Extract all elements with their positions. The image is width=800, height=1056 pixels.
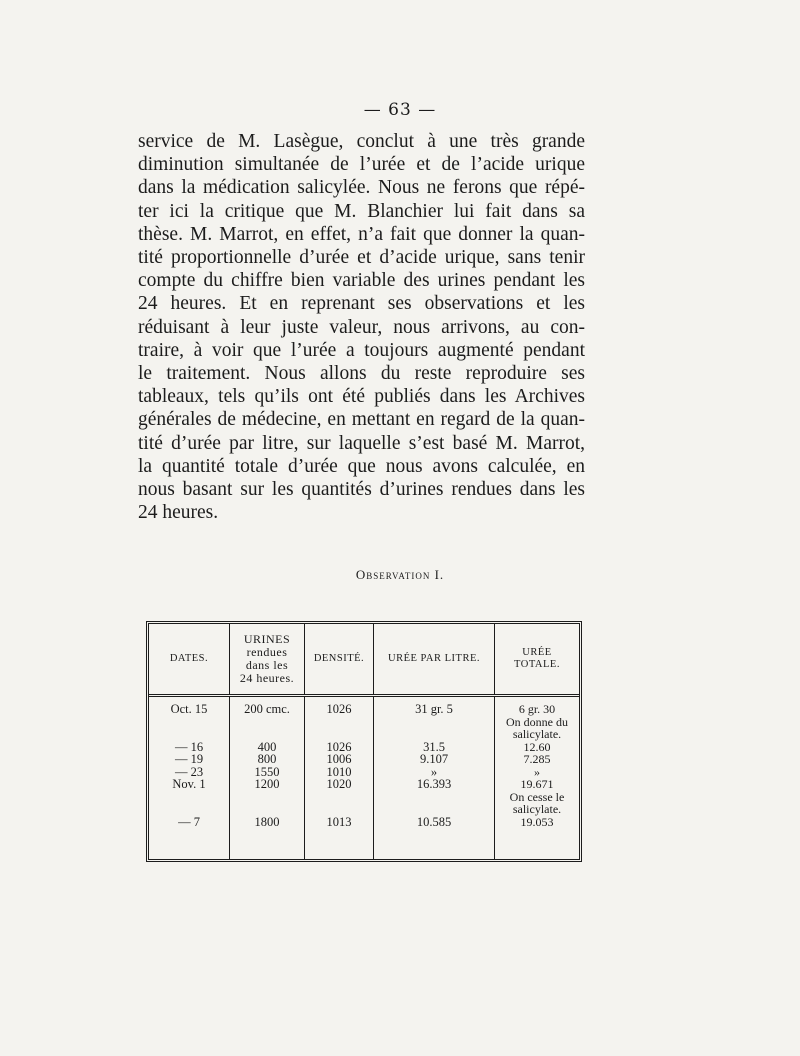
cell-totale: » <box>534 764 540 779</box>
body-line: tité proportionnelle d’urée et d’acide urique, sans tenir <box>138 247 585 269</box>
cell-densite: 1006 <box>326 752 352 766</box>
cell-par-litre: 31 gr. 5 <box>415 702 453 716</box>
cell-urines: 1200 <box>254 777 280 791</box>
note-start-salicylate: On donne du salicylate. <box>506 714 568 741</box>
column-dates <box>149 696 230 860</box>
body-line: 24 heures. <box>138 502 219 524</box>
body-line: thèse. M. Marrot, en effet, n’a fait que donner la quan- <box>138 223 585 245</box>
cell-urines: 1800 <box>254 814 280 829</box>
cell-urines: 200 cmc. <box>244 702 290 716</box>
body-line: tableaux, tels qu’ils ont été publiés dans les Archives <box>138 386 585 408</box>
body-line: dans la médication salicylée. Nous ne ferons que répé- <box>138 177 585 199</box>
observation-table-frame <box>146 621 582 862</box>
page-number: — 63 — <box>363 100 437 120</box>
cell-totale: 19.671 <box>520 777 554 791</box>
column-densite <box>305 696 374 860</box>
header-dates: DATES. <box>149 624 230 696</box>
cell-densite: 1026 <box>326 702 352 716</box>
column-uree-par-litre <box>374 696 495 860</box>
observation-table <box>149 624 579 859</box>
cell-date: Oct. 15 <box>170 702 208 716</box>
cell-urines: 1550 <box>254 764 280 779</box>
cell-totale: 6 gr. 30 <box>518 702 556 716</box>
header-urines-line: rendues <box>246 645 288 659</box>
body-paragraph <box>138 130 585 524</box>
body-line: tité d’urée par litre, sur laquelle s’est basé M. Marrot, <box>138 432 585 454</box>
cell-totale: 19.053 <box>520 814 554 829</box>
note-stop-salicylate: On cesse le salicylate. <box>509 789 565 816</box>
body-line: service de M. Lasègue, conclut à une très grande <box>138 131 585 152</box>
cell-par-litre: 31.5 <box>423 739 445 754</box>
header-urines-line: 24 heures. <box>239 671 295 685</box>
observation-heading: Observation I. <box>355 567 445 582</box>
body-line: compte du chiffre bien variable des urines pendant les <box>138 270 585 292</box>
body-line: nous basant sur les quantités d’urines rendues dans les <box>138 479 585 501</box>
header-urines-line: URINES <box>243 632 291 646</box>
header-uree-totale: URÉE TOTALE. <box>495 624 580 696</box>
cell-date: — 16 <box>174 739 204 754</box>
body-line: 24 heures. Et en reprenant ses observations et les <box>138 293 585 315</box>
body-line: générales de médecine, en mettant en regard de la quan- <box>138 409 585 431</box>
cell-par-litre: » <box>430 764 438 779</box>
cell-date: — 23 <box>174 764 204 779</box>
header-urines-line: dans les <box>245 658 289 672</box>
cell-date: — 7 <box>178 814 200 829</box>
cell-par-litre: 9.107 <box>419 752 449 766</box>
body-line: réduisant à leur juste valeur, nous arrivons, au con- <box>138 316 585 338</box>
cell-date: Nov. 1 <box>172 777 206 791</box>
body-line: diminution simultanée de l’urée et de l’acide urique <box>138 154 585 176</box>
cell-date: — 19 <box>174 752 204 766</box>
cell-densite: 1010 <box>326 764 352 779</box>
cell-par-litre: 16.393 <box>416 777 452 791</box>
body-line: ter ici la critique que M. Blanchier lui fait dans sa <box>138 200 585 222</box>
header-urines <box>230 624 305 696</box>
cell-densite: 1020 <box>326 777 352 791</box>
cell-totale: 12.60 <box>523 739 551 754</box>
body-line: le traitement. Nous allons du reste reproduire ses <box>138 363 585 385</box>
column-uree-totale <box>495 696 580 860</box>
cell-par-litre: 10.585 <box>416 814 452 829</box>
cell-densite: 1026 <box>326 739 352 754</box>
cell-densite: 1013 <box>326 814 352 829</box>
body-line: la quantité totale d’urée que nous avons calculée, en <box>138 455 585 477</box>
body-line: traire, à voir que l’urée a toujours augmenté pendant <box>138 339 585 361</box>
cell-totale: 7.285 <box>523 752 551 766</box>
column-urines <box>230 696 305 860</box>
cell-urines: 800 <box>257 752 277 766</box>
cell-urines: 400 <box>257 739 277 754</box>
header-uree-par-litre: URÉE PAR LITRE. <box>374 624 495 696</box>
header-densite: DENSITÉ. <box>305 624 374 696</box>
